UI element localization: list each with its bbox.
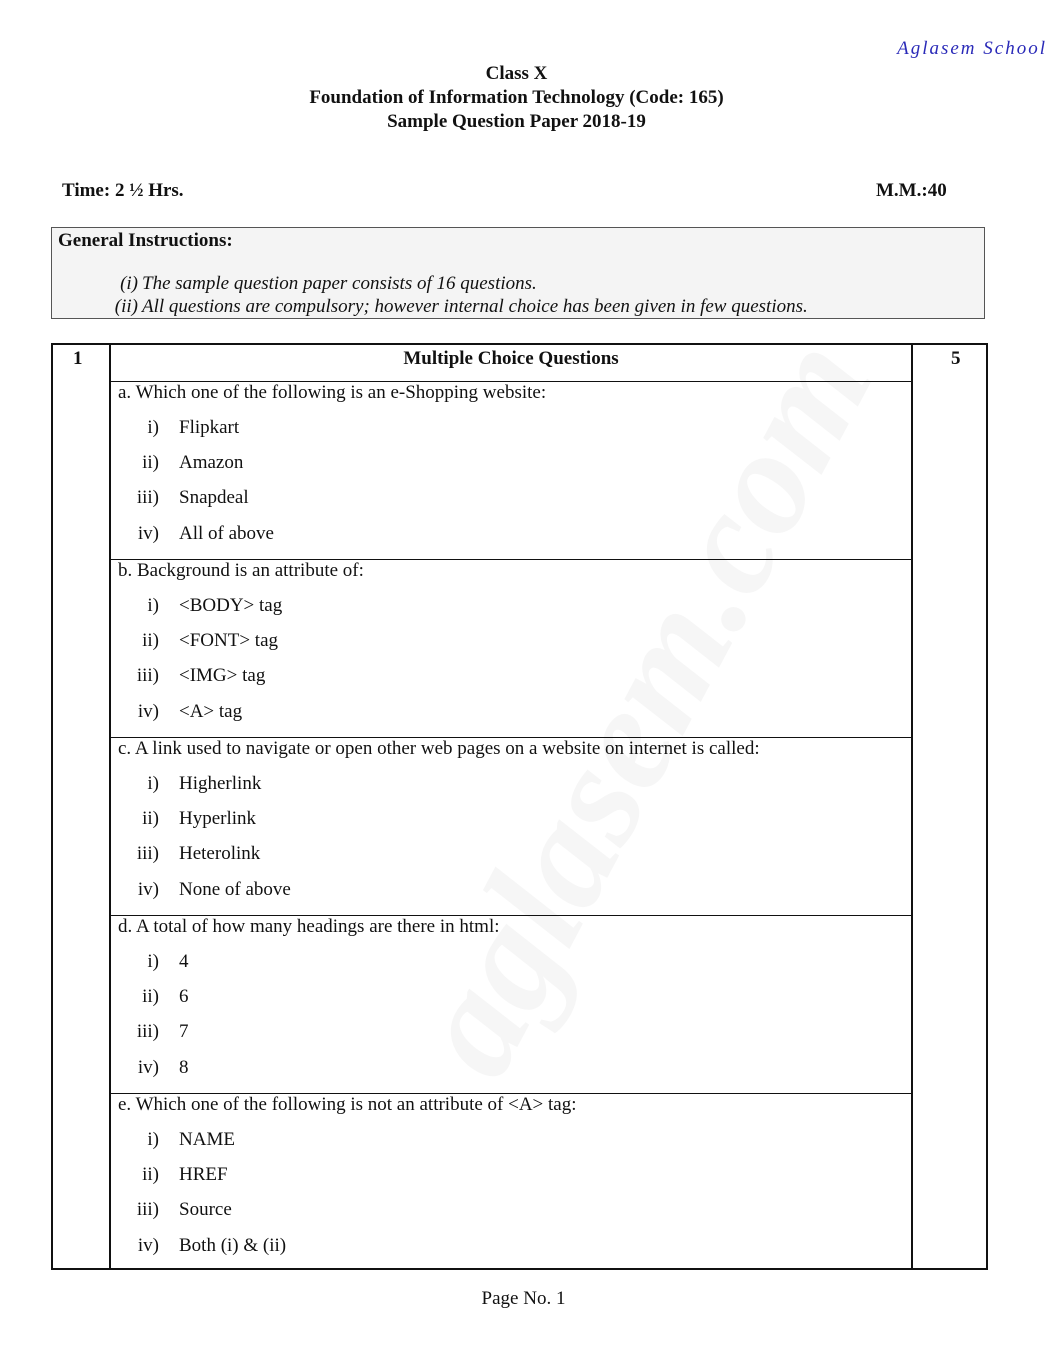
question-text: c. A link used to navigate or open other web pages on a website on internet is called: bbox=[118, 738, 760, 759]
instruction-text: The sample question paper consists of 16 questions. bbox=[142, 273, 537, 294]
question-marks: 5 bbox=[951, 348, 961, 369]
instruction-text: All questions are compulsory; however internal choice has been given in few questions. bbox=[142, 296, 808, 317]
instruction-number: (i) bbox=[120, 273, 138, 294]
column-divider bbox=[911, 345, 913, 1268]
paper-title: Sample Question Paper 2018-19 bbox=[387, 111, 646, 132]
instructions-title: General Instructions: bbox=[58, 230, 233, 251]
question-table: 1 Multiple Choice Questions 5 a. Which one of the following is an e-Shopping website: i) Flipkart ii) Amazon iii) Snapdeal iv) All of above b. Background is an attribute of: i) <BODY> tag ii) <FONT> tag iii) <IMG> tag iv) <A> tag c. A link used to navigate or open other web pages on a website on internet is called: i) Higherlink ii) Hyperlink iii) Heterolink iv) None of above d. A total of how many headings are there in html: i) 4 ii) 6 iii) 7 iv) 8 e. Which one of the following is not an attribute of <A> tag: i) NAME ii) HREF iii) Source iv) Both (i) & (ii) bbox=[51, 343, 988, 1270]
question-text: e. Which one of the following is not an attribute of <A> tag: bbox=[118, 1094, 577, 1115]
general-instructions-box bbox=[51, 227, 985, 319]
instruction-item bbox=[102, 273, 537, 295]
brand-watermark: Aglasem School bbox=[897, 38, 1047, 59]
subject-title: Foundation of Information Technology (Code: 165) bbox=[309, 87, 724, 108]
question-text: d. A total of how many headings are there in html: bbox=[118, 916, 500, 937]
paper-header bbox=[0, 62, 1033, 134]
question-block-title: Multiple Choice Questions bbox=[403, 348, 619, 369]
column-divider bbox=[109, 345, 111, 1268]
question-number: 1 bbox=[73, 348, 83, 369]
instruction-number: (ii) bbox=[114, 296, 138, 317]
question-text: a. Which one of the following is an e-Shopping website: bbox=[118, 382, 547, 403]
class-title: Class X bbox=[485, 63, 548, 84]
question-text: b. Background is an attribute of: bbox=[118, 560, 364, 581]
time-allowed: Time: 2 ½ Hrs. bbox=[62, 180, 184, 201]
page-number: Page No. 1 bbox=[481, 1288, 566, 1309]
instruction-item bbox=[82, 296, 808, 318]
max-marks: M.M.:40 bbox=[876, 180, 947, 201]
